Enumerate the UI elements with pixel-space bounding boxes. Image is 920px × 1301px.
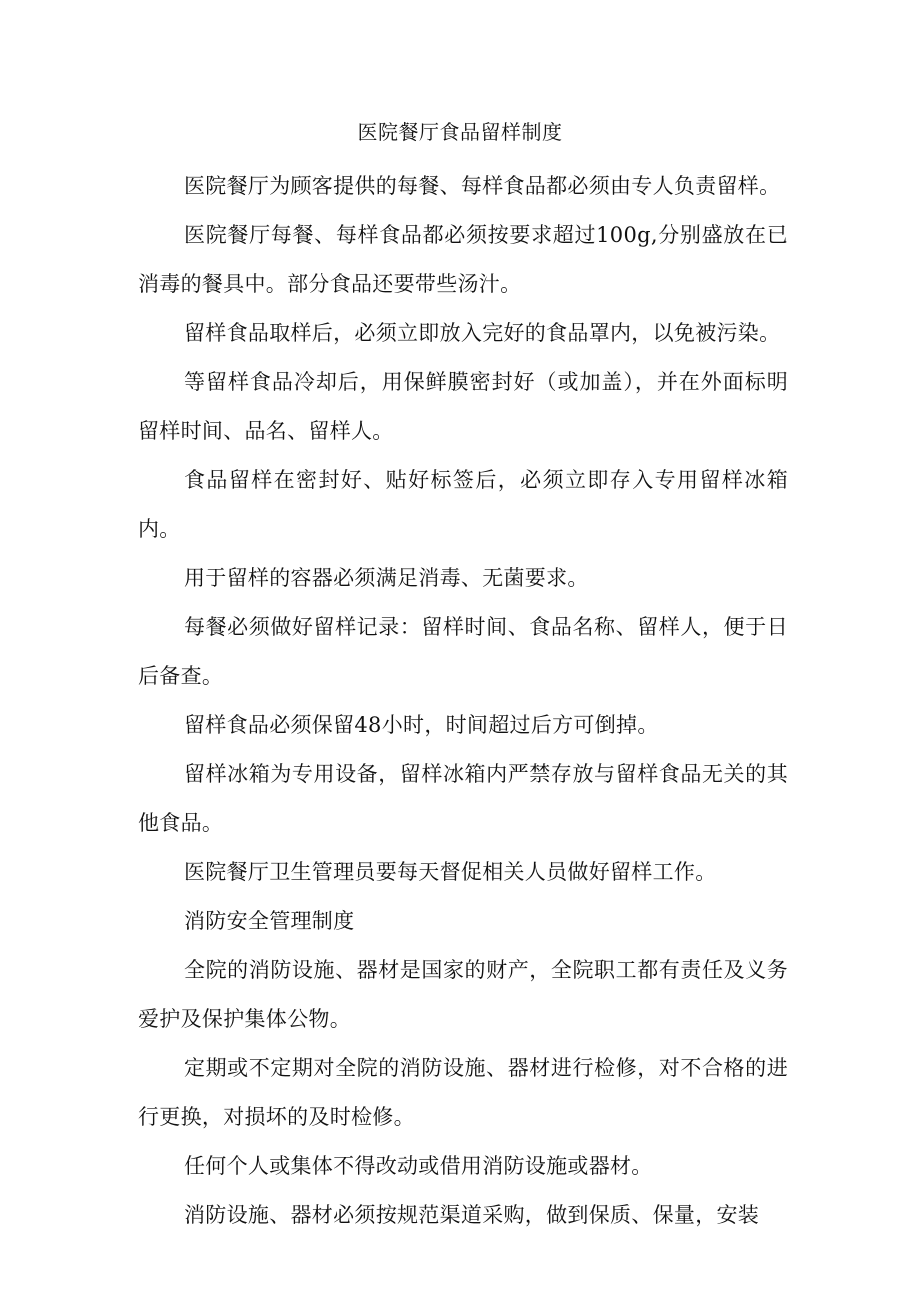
- paragraph: 医院餐厅每餐、每样食品都必须按要求超过100g,分别盛放在已消毒的餐具中。部分食品还要带些汤汁。: [138, 223, 788, 296]
- paragraph: 消防设施、器材必须按规范渠道采购，做到保质、保量，安装: [184, 1203, 760, 1227]
- paragraph: 定期或不定期对全院的消防设施、器材进行检修，对不合格的进行更换，对损坏的及时检修。: [138, 1056, 788, 1129]
- paragraph: 医院餐厅为顾客提供的每餐、每样食品都必须由专人负责留样。: [184, 174, 781, 198]
- paragraph: 每餐必须做好留样记录：留样时间、食品名称、留样人，便于日后备查。: [138, 615, 788, 688]
- document-body: [138, 162, 788, 1240]
- paragraph: 全院的消防设施、器材是国家的财产，全院职工都有责任及义务爱护及保护集体公物。: [138, 958, 788, 1031]
- paragraph: 用于留样的容器必须满足消毒、无菌要求。: [184, 566, 589, 590]
- section-heading: 消防安全管理制度: [184, 909, 355, 933]
- paragraph: 医院餐厅卫生管理员要每天督促相关人员做好留样工作。: [184, 860, 717, 884]
- document-title: 医院餐厅食品留样制度: [357, 120, 563, 144]
- paragraph: 任何个人或集体不得改动或借用消防设施或器材。: [184, 1154, 653, 1178]
- paragraph: 等留样食品冷却后，用保鲜膜密封好（或加盖），并在外面标明留样时间、品名、留样人。: [138, 370, 788, 443]
- paragraph: 留样食品取样后，必须立即放入完好的食品罩内，以免被污染。: [184, 321, 781, 345]
- paragraph: 食品留样在密封好、贴好标签后，必须立即存入专用留样冰箱内。: [138, 468, 788, 541]
- paragraph: 留样食品必须保留48小时，时间超过后方可倒掉。: [184, 713, 659, 737]
- paragraph: 留样冰箱为专用设备，留样冰箱内严禁存放与留样食品无关的其他食品。: [138, 762, 788, 835]
